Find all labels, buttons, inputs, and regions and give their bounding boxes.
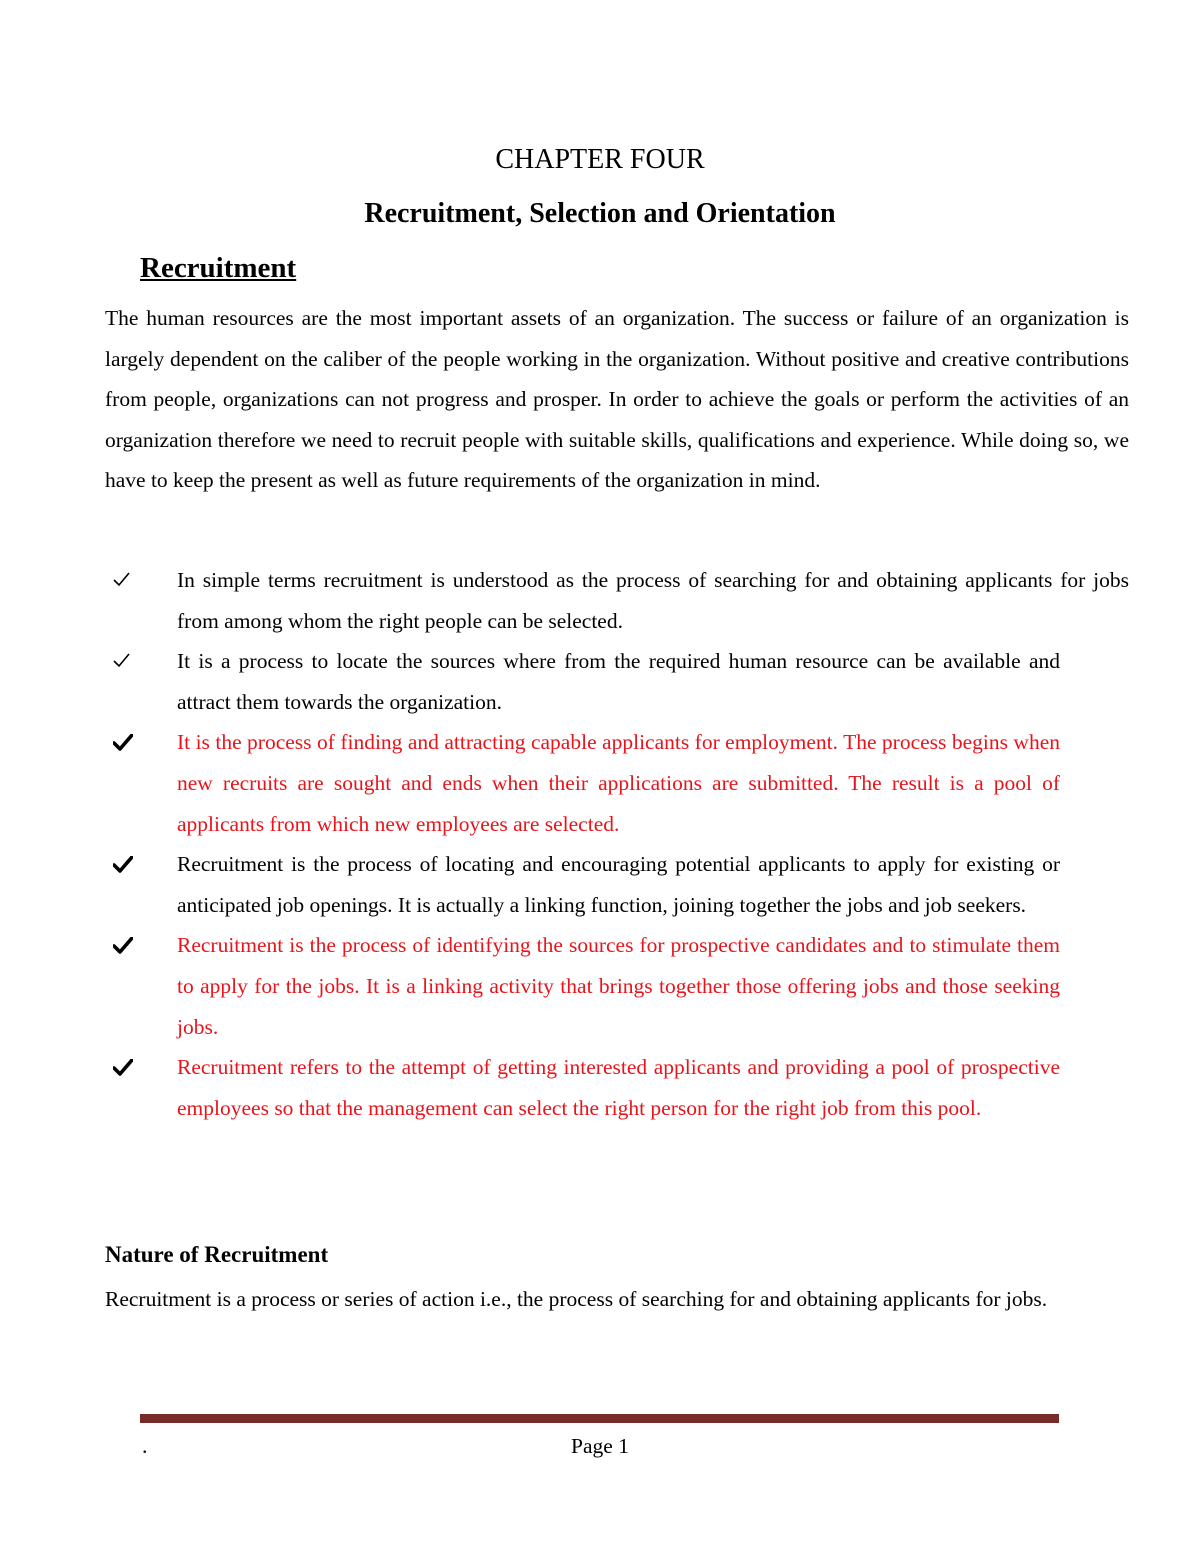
chapter-number-heading: CHAPTER FOUR	[495, 144, 705, 175]
definition-text: In simple terms recruitment is understood as the process of searching for and obtaining applicants for jobs from among whom the right people can be selected.	[177, 568, 1129, 633]
footer-rule	[140, 1414, 1059, 1423]
check-bold-icon	[113, 1047, 137, 1087]
definition-text: It is the process of finding and attracting capable applicants for employment. The process begins when new recruits are sought and ends when their applications are submitted. The result is a pool of applicants from which new employees are selected.	[177, 730, 1060, 836]
check-bold-icon	[113, 722, 137, 762]
footer-left-mark: .	[142, 1433, 148, 1458]
section-heading-recruitment: Recruitment	[140, 252, 297, 284]
definition-item	[105, 560, 1129, 641]
definition-item	[105, 844, 1060, 925]
definition-text: It is a process to locate the sources where from the required human resource can be available and attract them towards the organization.	[177, 649, 1060, 714]
definition-text: Recruitment is the process of locating and encouraging potential applicants to apply for existing or anticipated job openings. It is actually a linking function, joining together the jobs and job seekers.	[177, 852, 1060, 917]
definition-item	[105, 925, 1060, 1047]
definition-item	[105, 1047, 1060, 1128]
definition-item	[105, 641, 1060, 722]
definition-item	[105, 722, 1060, 844]
check-bold-icon	[113, 844, 137, 884]
check-bold-icon	[113, 925, 137, 965]
page-number: Page 1	[571, 1434, 629, 1458]
section-heading-nature: Nature of Recruitment	[105, 1242, 329, 1267]
definition-list	[105, 560, 1129, 1128]
check-icon	[113, 560, 137, 600]
check-icon	[113, 641, 137, 681]
intro-paragraph: The human resources are the most important assets of an organization. The success or failure of an organization is largely dependent on the caliber of the people working in the organization. Without positive and creative contributions from people, organizations can not progress and prosper. In order to achieve the goals or perform the activities of an organization therefore we need to recruit people with suitable skills, qualifications and experience. While doing so, we have to keep the present as well as future requirements of the organization in mind.	[105, 306, 1129, 493]
chapter-title: Recruitment, Selection and Orientation	[364, 198, 836, 229]
definition-text: Recruitment is the process of identifying the sources for prospective candidates and to stimulate them to apply for the jobs. It is a linking activity that brings together those offering jobs and those seeking jobs.	[177, 933, 1060, 1039]
nature-paragraph: Recruitment is a process or series of action i.e., the process of searching for and obtaining applicants for jobs.	[105, 1287, 1048, 1311]
definition-text: Recruitment refers to the attempt of getting interested applicants and providing a pool of prospective employees so that the management can select the right person for the right job from this pool.	[177, 1055, 1060, 1120]
